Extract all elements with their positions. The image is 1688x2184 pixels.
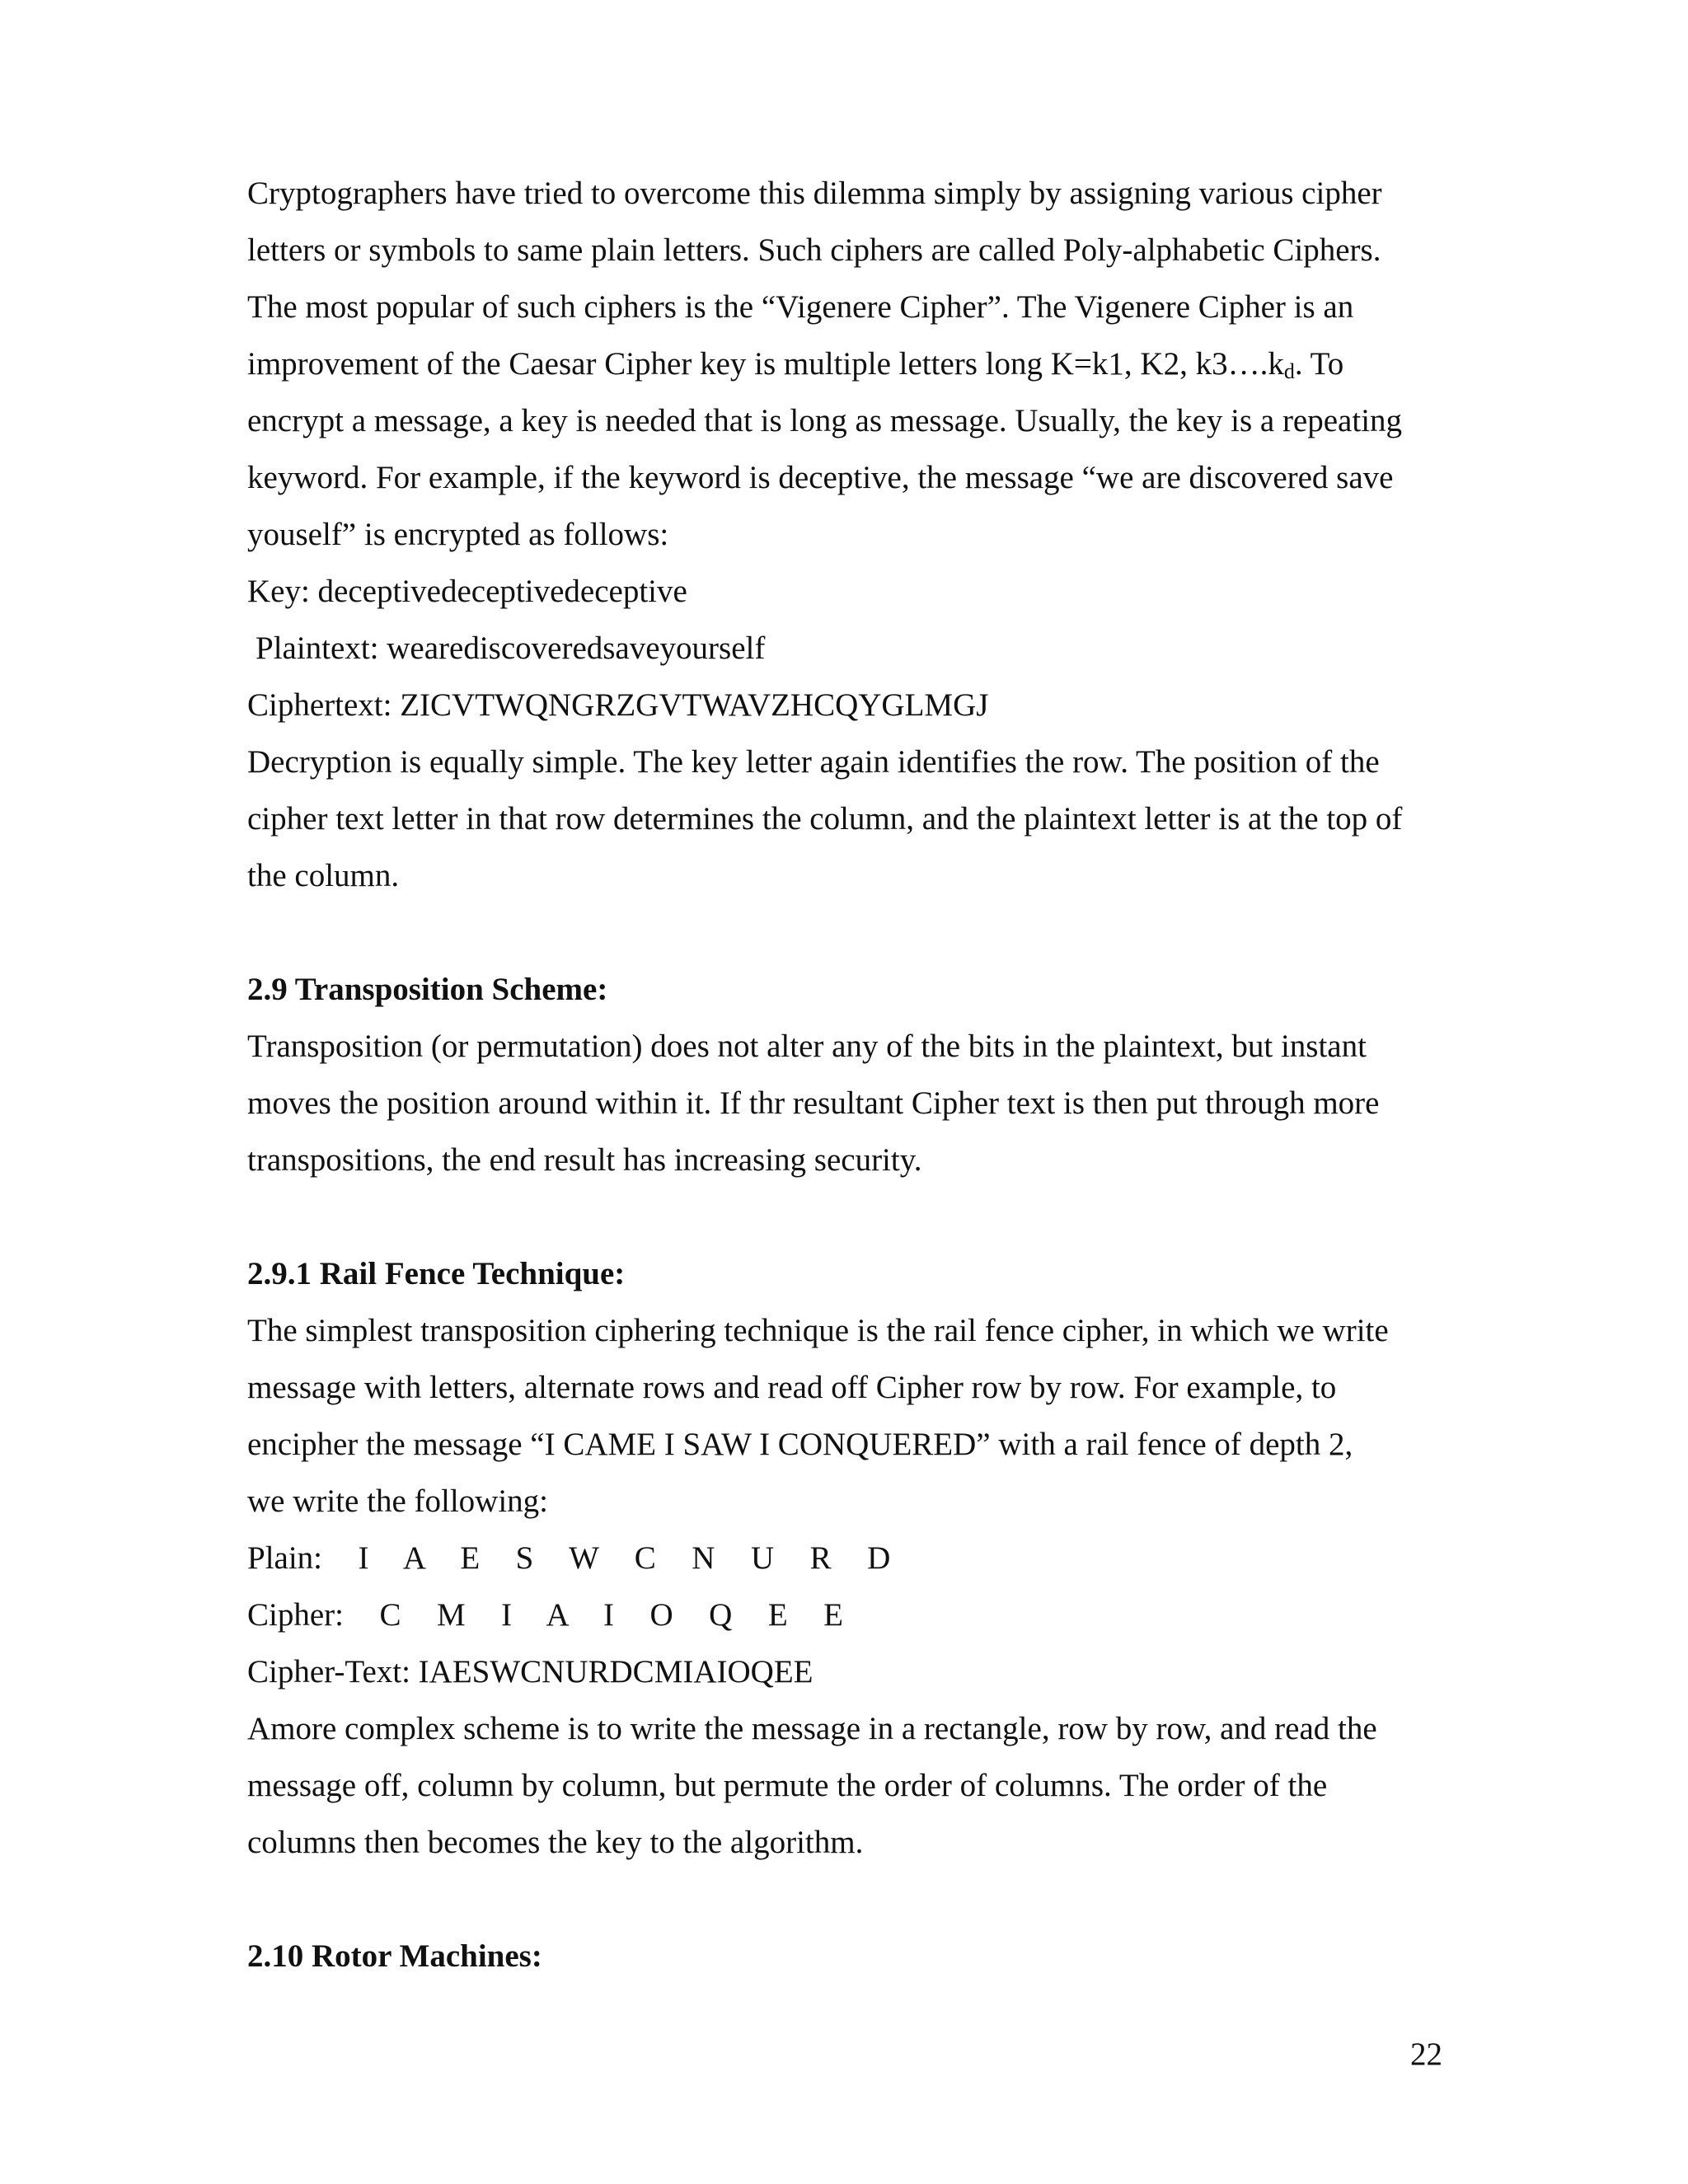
text-line: youself” is encrypted as follows:	[247, 517, 669, 552]
text-line: moves the position around within it. If thr resultant Cipher text is then put through more	[247, 1085, 1380, 1121]
text-line: Transposition (or permutation) does not alter any of the bits in the plaintext, but instant	[247, 1029, 1367, 1064]
vigenere-example	[247, 563, 1442, 733]
key-line: Key: deceptivedeceptivedeceptive	[247, 574, 687, 609]
subscript-d: d	[1283, 359, 1295, 383]
spacer	[247, 904, 1442, 961]
section-rail-fence	[247, 1245, 1442, 1871]
text-fragment: . To	[1294, 346, 1344, 382]
text-line: columns then becomes the key to the algorithm.	[247, 1825, 864, 1860]
text-fragment: improvement of the Caesar Cipher key is multiple letters long K=k1, K2, k3….k	[247, 346, 1284, 382]
section-heading: 2.9 Transposition Scheme:	[247, 972, 608, 1007]
text-line: transpositions, the end result has increasing security.	[247, 1142, 922, 1178]
section-heading: 2.9.1 Rail Fence Technique:	[247, 1256, 626, 1291]
spacer	[247, 1188, 1442, 1245]
spacer	[247, 1871, 1442, 1928]
section-rotor-machines	[247, 1928, 1442, 1985]
text-line: The simplest transposition ciphering technique is the rail fence cipher, in which we write	[247, 1313, 1389, 1348]
section-transposition	[247, 961, 1442, 1188]
cipher-text-line: Cipher-Text: IAESWCNURDCMIAIOQEE	[247, 1654, 814, 1690]
text-line: cipher text letter in that row determines the column, and the plaintext letter is at the top of	[247, 801, 1403, 837]
text-line: encipher the message “I CAME I SAW I CONQUERED” with a rail fence of depth 2,	[247, 1427, 1353, 1462]
page-content	[247, 165, 1442, 1985]
text-line: letters or symbols to same plain letters. Such ciphers are called Poly-alphabetic Ciphers.	[247, 232, 1381, 268]
text-line: encrypt a message, a key is needed that is long as message. Usually, the key is a repeating	[247, 403, 1403, 438]
text-line: message off, column by column, but permute the order of columns. The order of the	[247, 1768, 1328, 1803]
text-line: the column.	[247, 858, 400, 893]
text-line: message with letters, alternate rows and read off Cipher row by row. For example, to	[247, 1370, 1337, 1405]
decryption-paragraph	[247, 733, 1442, 904]
text-line: The most popular of such ciphers is the “Vigenere Cipher”. The Vigenere Cipher is an	[247, 289, 1354, 325]
text-line-with-subscript	[247, 335, 1442, 392]
intro-paragraph	[247, 165, 1442, 563]
plain-row: Plain: I A E S W C N U R D	[247, 1540, 891, 1576]
text-line: we write the following:	[247, 1483, 548, 1519]
ciphertext-line: Ciphertext: ZICVTWQNGRZGVTWAVZHCQYGLMGJ	[247, 687, 989, 723]
text-line: Cryptographers have tried to overcome this dilemma simply by assigning various cipher	[247, 176, 1382, 211]
text-line: Amore complex scheme is to write the message in a rectangle, row by row, and read the	[247, 1711, 1377, 1746]
cipher-row: Cipher: C M I A I O Q E E	[247, 1597, 843, 1633]
text-line: keyword. For example, if the keyword is deceptive, the message “we are discovered save	[247, 460, 1394, 495]
text-line: Decryption is equally simple. The key letter again identifies the row. The position of the	[247, 744, 1380, 780]
plaintext-line: Plaintext: wearediscoveredsaveyourself	[256, 630, 766, 666]
page-number: 22	[1410, 2036, 1442, 2072]
section-heading: 2.10 Rotor Machines:	[247, 1938, 542, 1974]
